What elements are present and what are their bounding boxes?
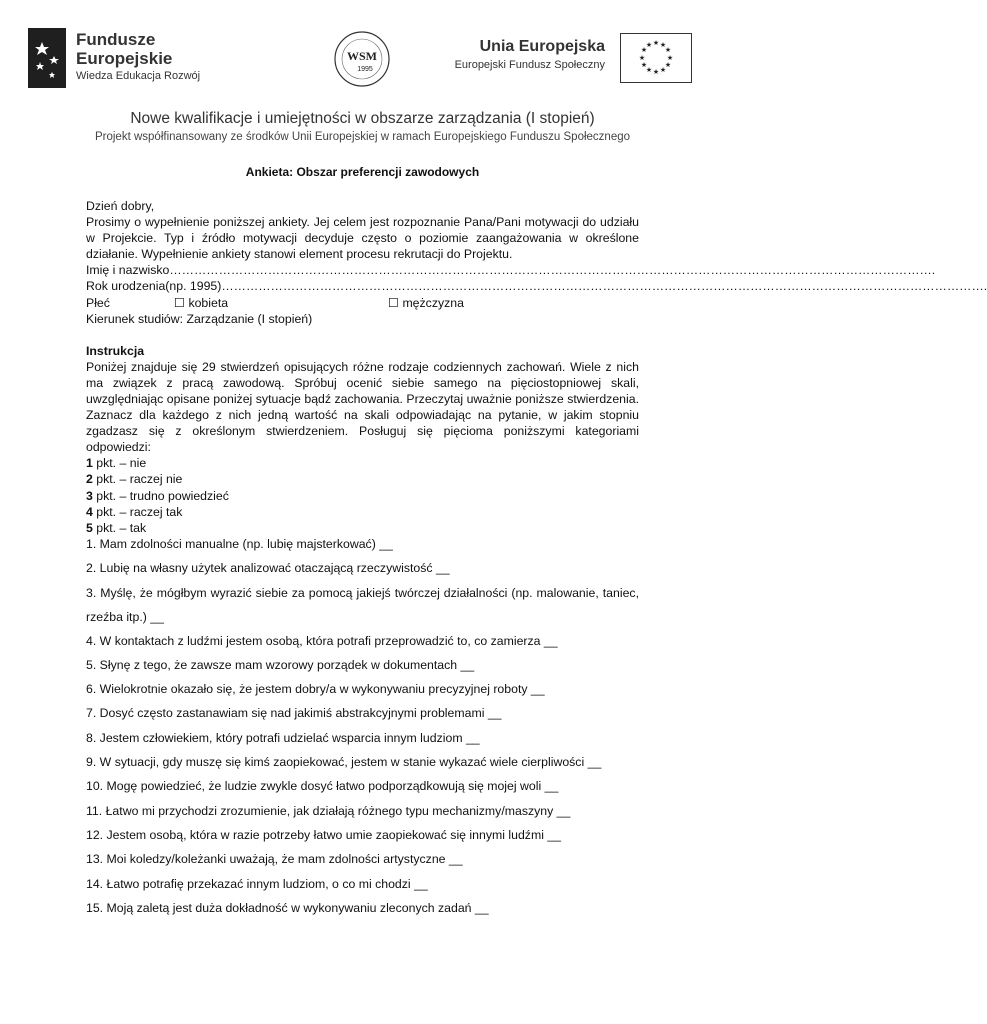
svg-text:★: ★ <box>659 41 667 49</box>
question-item: 15. Moją zaletą jest duża dokładność w wykonywaniu zleconych zadań __ <box>86 900 489 915</box>
svg-text:1995: 1995 <box>357 66 373 73</box>
svg-text:WSM: WSM <box>347 49 377 63</box>
question-item: 5. Słynę z tego, że zawsze mam wzorowy porządek w dokumentach __ <box>86 657 475 672</box>
instruction-heading: Instrukcja <box>86 343 145 358</box>
fundusze-europejskie-logo <box>28 28 218 88</box>
scale-item: 1 pkt. – nie <box>86 456 147 471</box>
project-subtitle: Projekt współfinansowany ze środków Unii Europejskiej w ramach Europejskiego Funduszu Społecznego <box>94 131 631 143</box>
scale-item: 5 pkt. – tak <box>86 520 147 535</box>
svg-text:★: ★ <box>638 54 646 62</box>
question-item: 7. Dosyć często zastanawiam się nad jakimiś abstrakcyjnymi problemami __ <box>86 706 502 721</box>
name-field[interactable] <box>86 262 936 278</box>
question-list <box>86 536 639 924</box>
birth-label: Rok urodzenia(np. 1995) <box>86 279 222 294</box>
fe-logo-sub: Wiedza Edukacja Rozwój <box>76 70 201 82</box>
svg-text:★: ★ <box>666 54 674 62</box>
svg-text:★: ★ <box>645 66 653 74</box>
svg-text:★: ★ <box>652 39 660 47</box>
field-of-study: Kierunek studiów: Zarządzanie (I stopień) <box>86 311 313 326</box>
fe-logo-line1: Fundusze <box>76 30 156 49</box>
intro-text: Prosimy o wypełnienie poniższej ankiety. Jej celem jest rozpoznanie Pana/Pani motywacji do udziału w Projekcie. Typ i źródło motywacji decyduje często o poziomie zaangażowania w określone działanie. Wypełnienie ankiety stanowi element procesu rekrutacji do Projektu. <box>86 215 639 262</box>
ue-sub: Europejski Fundusz Społeczny <box>454 59 605 71</box>
scale-item: 4 pkt. – raczej tak <box>86 504 183 519</box>
scale-item: 3 pkt. – trudno powiedzieć <box>86 488 229 503</box>
birth-year-field[interactable] <box>86 278 987 294</box>
gender-label: Płeć <box>86 295 110 310</box>
birth-dots: …………………………………………………………………………………………………………………………………………………………………… <box>221 279 984 294</box>
scale-item: 2 pkt. – raczej nie <box>86 472 183 487</box>
name-label: Imię i nazwisko <box>86 263 170 278</box>
project-title: Nowe kwalifikacje i umiejętności w obszarze zarządzania (I stopień) <box>130 110 595 127</box>
question-item: 10. Mogę powiedzieć, że ludzie zwykle dosyć łatwo podporządkowują się mojej woli __ <box>86 779 559 794</box>
svg-text:★: ★ <box>645 41 653 49</box>
survey-title: Ankieta: Obszar preferencji zawodowych <box>245 165 480 179</box>
fe-logo-line2: Europejskie <box>76 49 173 68</box>
eu-flag-icon <box>620 33 692 83</box>
gender-row <box>86 295 639 311</box>
svg-text:★: ★ <box>664 46 672 54</box>
ue-title: Unia Europejska <box>479 38 605 55</box>
wsm-seal-icon <box>333 30 391 88</box>
question-item: 3. Myślę, że mógłbym wyrazić siebie za pomocą jakiejś twórczej działalności (np. malowanie, taniec, rzeźba itp.) __ <box>86 585 639 624</box>
gender-female-checkbox[interactable]: ☐ kobieta <box>174 295 229 310</box>
instruction-text: Poniżej znajduje się 29 stwierdzeń opisujących różne rodzaje codziennych zachowań. Wiele z nich ma związek z pracą zawodową. Spróbuj ocenić siebie samego na pięciostopniowej skali, uwzględniając opisane poniżej sytuacje bądź zachowania. Przeczytaj uważnie poniższe stwierdzenia. Zaznacz dla każdego z nich jedną wartość na skali odpowiadając na pytanie, w jakim stopniu zgadzasz się z określonym stwierdzeniem. Posługuj się pięcioma poniższymi kategoriami odpowiedzi: <box>86 359 639 455</box>
name-line-end: . <box>931 263 936 278</box>
svg-text:★: ★ <box>640 61 648 69</box>
fe-star-mark-icon <box>28 28 66 88</box>
question-item: 4. W kontaktach z ludźmi jestem osobą, która potrafi przeprowadzić to, co zamierza __ <box>86 633 558 648</box>
name-dots: …………………………………………………………………………………………………………………………………………………………………… <box>169 263 932 278</box>
question-item: 8. Jestem człowiekiem, który potrafi udzielać wsparcia innym ludziom __ <box>86 730 480 745</box>
gender-male-checkbox[interactable]: ☐ mężczyzna <box>388 295 464 310</box>
question-item: 14. Łatwo potrafię przekazać innym ludziom, o co mi chodzi __ <box>86 876 428 891</box>
question-item: 2. Lubię na własny użytek analizować otaczającą rzeczywistość __ <box>86 561 450 576</box>
question-item: 11. Łatwo mi przychodzi zrozumienie, jak działają różnego typu mechanizmy/maszyny __ <box>86 803 571 818</box>
svg-text:★: ★ <box>659 66 667 74</box>
greeting: Dzień dobry, <box>86 199 155 213</box>
svg-text:★: ★ <box>640 46 648 54</box>
question-item: 1. Mam zdolności manualne (np. lubię majsterkować) __ <box>86 537 393 551</box>
svg-text:★: ★ <box>664 61 672 69</box>
question-item: 12. Jestem osobą, która w razie potrzeby łatwo umie zaopiekować się innymi ludźmi __ <box>86 827 562 842</box>
svg-text:★: ★ <box>652 68 660 76</box>
question-item: 13. Moi koledzy/koleżanki uważają, że mam zdolności artystyczne __ <box>86 852 463 867</box>
ue-logo-text <box>440 38 605 71</box>
survey-body <box>86 198 987 536</box>
birth-line-end: . <box>983 279 987 294</box>
question-item: 6. Wielokrotnie okazało się, że jestem dobry/a w wykonywaniu precyzyjnej roboty __ <box>86 682 545 697</box>
question-item: 9. W sytuacji, gdy muszę się kimś zaopiekować, jestem w stanie wykazać wiele cierpliwości __ <box>86 755 602 770</box>
